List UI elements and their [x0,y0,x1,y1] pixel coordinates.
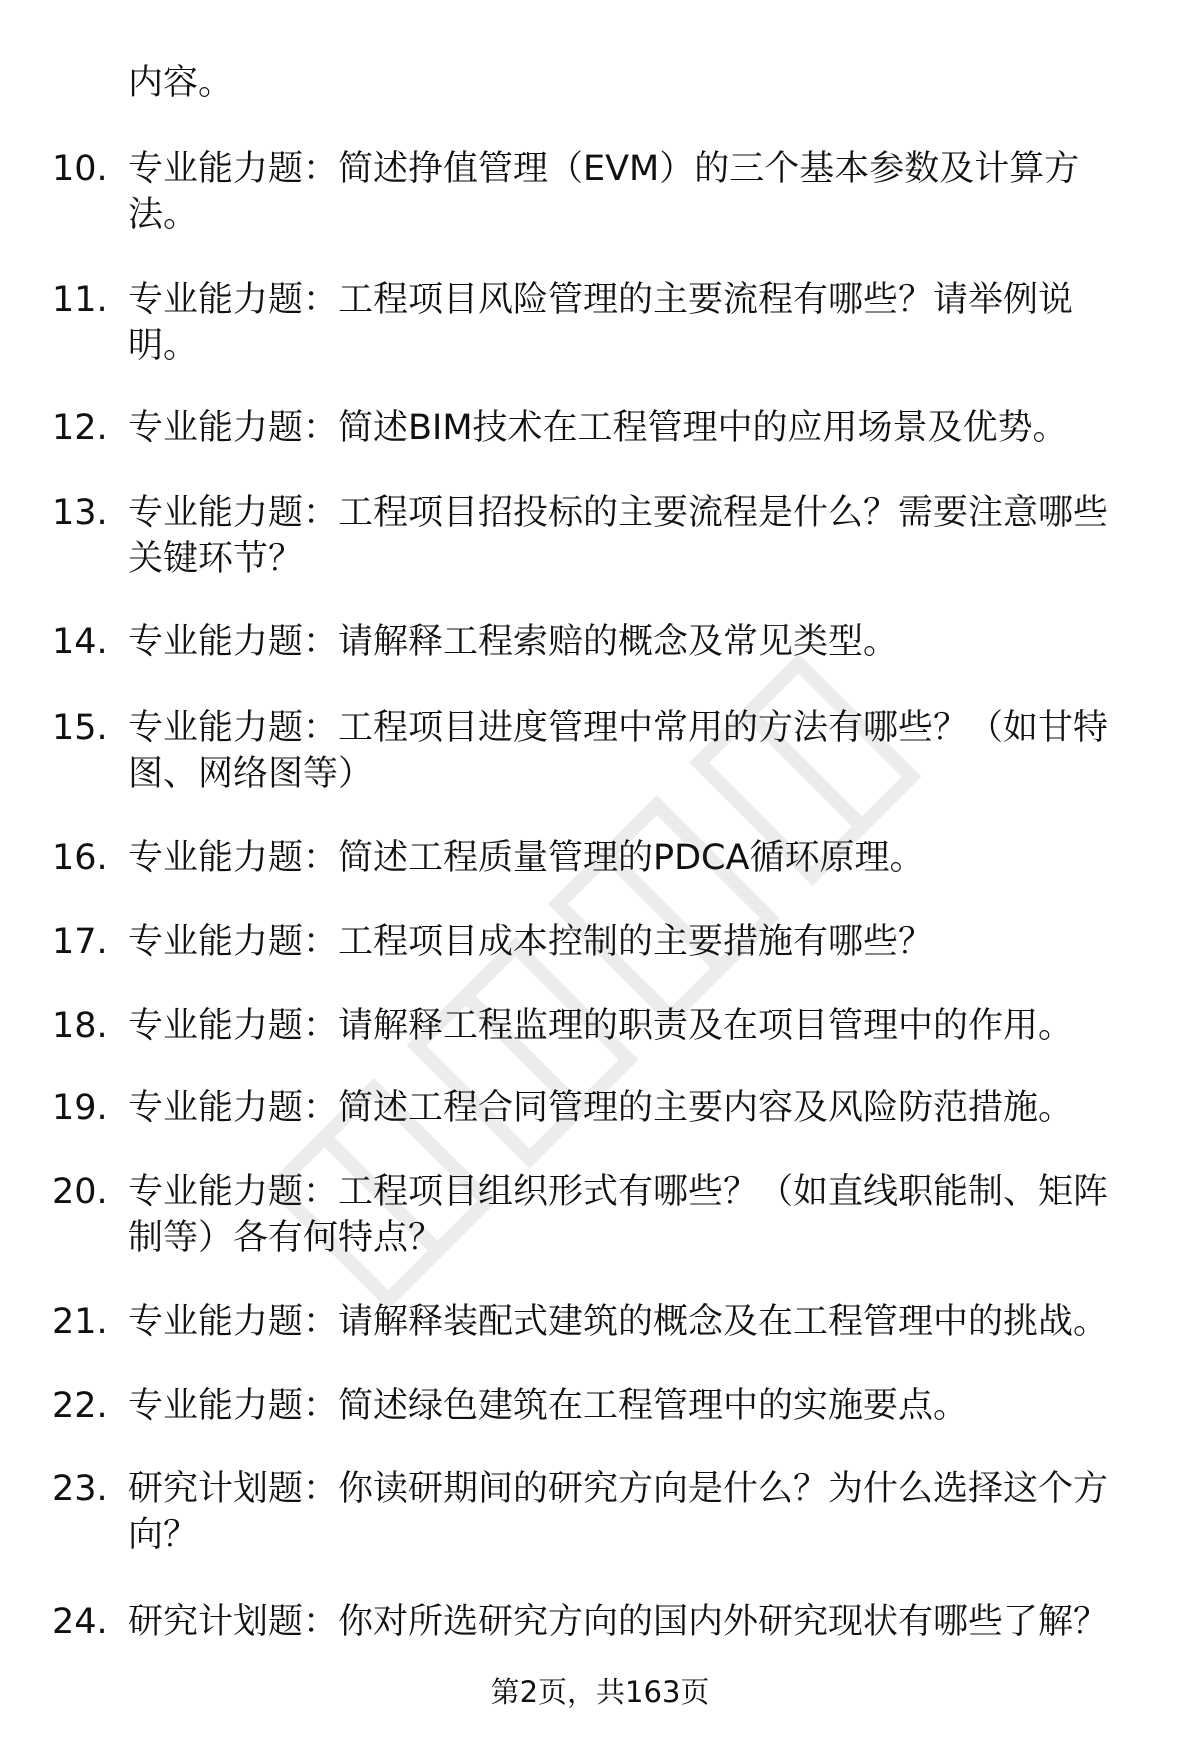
item-number: 21. [52,1302,108,1342]
item-number: 10. [52,149,108,189]
item-text: 向？ [128,1515,199,1555]
item-text: 专业能力题：请解释装配式建筑的概念及在工程管理中的挑战。 [128,1302,1109,1342]
item-number: 16. [52,838,108,878]
item-number: 23. [52,1469,108,1509]
item-text: 制等）各有何特点？ [128,1218,444,1258]
item-number: 17. [52,922,108,962]
item-text: 专业能力题：简述挣值管理（EVM）的三个基本参数及计算方 [128,149,1080,189]
item-text: 明。 [128,326,199,366]
item-number: 19. [52,1088,108,1128]
item-text: 专业能力题：简述工程质量管理的PDCA循环原理。 [128,838,925,878]
page-number: 第2页，共163页 [490,1675,710,1709]
continuation-text: 内容。 [128,63,234,103]
item-text: 图、网络图等） [128,754,374,794]
item-text: 专业能力题：工程项目成本控制的主要措施有哪些？ [128,922,934,962]
item-text: 专业能力题：工程项目招投标的主要流程是什么？需要注意哪些 [128,493,1109,533]
item-number: 14. [52,622,108,662]
item-number: 22. [52,1386,108,1426]
item-text: 研究计划题：你读研期间的研究方向是什么？为什么选择这个方 [128,1469,1109,1509]
item-text: 专业能力题：简述绿色建筑在工程管理中的实施要点。 [128,1386,969,1426]
item-number: 15. [52,708,108,748]
item-text: 研究计划题：你对所选研究方向的国内外研究现状有哪些了解？ [128,1602,1109,1642]
item-text: 专业能力题：简述工程合同管理的主要内容及风险防范措施。 [128,1088,1074,1128]
item-number: 20. [52,1172,108,1212]
item-number: 13. [52,493,108,533]
item-text: 专业能力题：工程项目组织形式有哪些？（如直线职能制、矩阵 [128,1172,1109,1212]
item-text: 关键环节？ [128,539,304,579]
item-text: 专业能力题：工程项目进度管理中常用的方法有哪些？（如甘特 [128,708,1109,748]
item-text: 专业能力题：请解释工程监理的职责及在项目管理中的作用。 [128,1006,1074,1046]
item-text: 法。 [128,195,199,235]
item-number: 18. [52,1006,108,1046]
item-number: 24. [52,1602,108,1642]
item-text: 专业能力题：请解释工程索赔的概念及常见类型。 [128,622,899,662]
item-text: 专业能力题：简述BIM技术在工程管理中的应用场景及优势。 [128,408,1068,448]
item-number: 11. [52,280,108,320]
item-number: 12. [52,408,108,448]
item-text: 专业能力题：工程项目风险管理的主要流程有哪些？请举例说 [128,280,1074,320]
